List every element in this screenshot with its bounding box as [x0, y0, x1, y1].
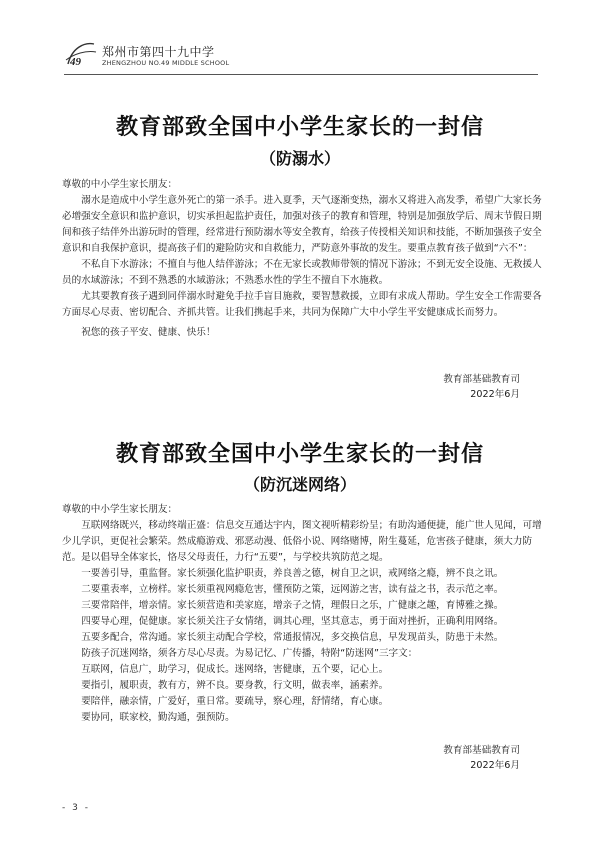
letter2-date: 2022年6月	[470, 760, 520, 771]
letter2-paragraph: 防孩子沉迷网络，须各方尽心尽责。为易记忆、广传播，特附“防迷网”三字文：	[81, 648, 418, 659]
letter1-salutation: 尊敬的中小学生家长朋友：	[62, 179, 178, 190]
letter2-salutation: 尊敬的中小学生家长朋友：	[62, 504, 178, 515]
school-name-cn: 郑州市第四十九中学	[102, 45, 215, 59]
letter2-paragraph: 互联网络既兴，移动终端正盛：信息交互通达宇内，图文视听精彩纷呈；有助沟通便捷，能广世人见闻，可增少儿学识，更促社会繁荣。然成瘾游戏、邪恶动漫、低俗小说、网络赌博，附生蔓延，危害孩子健康，须大力防范。是以倡导全体家长，恪尽父母责任，力行“五要”，与学校共筑防范之堤。	[62, 520, 542, 563]
letter2-verse-line: 要陪伴，融亲情，广爱好，重日常。要疏导，察心理，舒情绪，育心康。	[81, 696, 389, 707]
letter1-title: 教育部致全国中小学生家长的一封信	[115, 114, 484, 140]
header-divider	[64, 74, 538, 75]
letter2-subtitle: （防沉迷网络）	[243, 475, 356, 494]
school-header	[64, 40, 544, 70]
letter2-verse-line: 要协同，联家校，勤沟通，强预防。	[81, 712, 235, 723]
letter2-paragraph: 四要导心理，促健康。家长须关注子女情绪，调其心理，坚其意志，勇于面对挫折，正确利用网络。	[81, 616, 504, 627]
letter2-body	[62, 502, 542, 726]
letter1-date: 2022年6月	[470, 389, 520, 400]
letter1-paragraph: 溺水是造成中小学生意外死亡的第一杀手。进入夏季，天气逐渐变热，溺水又将进入高发季，希望广大家长务必增强安全意识和监护意识，切实承担起监护责任，加强对孩子的教育和管理，特别是加强放学后、周末节假日期间和孩子结伴外出游玩时的管理，经常进行预防溺水等安全教育，给孩子传授相关知识和技能，不断加强孩子安全意识和自我保护意识，提高孩子们的避险防灾和自救能力，严防意外事故的发生。要重点教育孩子做到“六不”：	[62, 195, 542, 254]
letter1-signature-block	[443, 372, 520, 402]
letter2-signature: 教育部基础教育司	[443, 745, 520, 756]
letter2-signature-block	[443, 743, 520, 773]
letter1-paragraph: 不私自下水游泳；不擅自与他人结伴游泳；不在无家长或教师带领的情况下游泳；不到无安全设施、无救援人员的水域游泳；不到不熟悉的水域游泳；不熟悉水性的学生不擅自下水施救。	[62, 259, 542, 286]
letter1-body	[62, 177, 542, 341]
letter1-paragraph: 尤其要教育孩子遇到同伴溺水时避免手拉手盲目施救，要智慧救援，立即有求成人帮助。学生安全工作需要各方面尽心尽责、密切配合、齐抓共管。让我们携起手来，共同为保障广大中小学生平安健康成长而努力。	[62, 291, 542, 318]
letter2-verse-line: 互联网，信息广，助学习，促成长。迷网络，害健康，五个要，记心上。	[81, 664, 389, 675]
letter1-subtitle: （防溺水）	[259, 149, 340, 168]
letter2-title: 教育部致全国中小学生家长的一封信	[115, 441, 484, 467]
page-number: - 3 -	[62, 803, 90, 813]
letter2-paragraph: 二要重表率，立榜样。家长须重视网瘾危害，懂预防之策，远网游之害，读有益之书，表示范之率。	[81, 584, 504, 595]
letter2-paragraph: 三要常陪伴，增亲情。家长须营造和美家庭，增亲子之情，理假日之乐，广健康之趣，育博雅之操。	[81, 600, 504, 611]
letter2-paragraph: 一要善引导，重监督。家长须强化监护职责，养良善之德，树自卫之识，戒网络之瘾，辨不良之讯。	[81, 568, 504, 579]
letter1-paragraph: 祝您的孩子平安、健康、快乐！	[81, 327, 216, 338]
letter1-signature: 教育部基础教育司	[443, 374, 520, 385]
school-name-en: ZHENGZHOU NO.49 MIDDLE SCHOOL	[102, 59, 230, 67]
letter2-paragraph: 五要多配合，常沟通。家长须主动配合学校，常通报情况，多交换信息，早发现苗头，防患于未然。	[81, 632, 504, 643]
school-logo-icon	[64, 40, 98, 68]
svg-text:49: 49	[70, 56, 81, 68]
letter2-verse-line: 要指引，履职责，教有方，辨不良。要身教，行文明，做表率，涵素养。	[81, 680, 389, 691]
